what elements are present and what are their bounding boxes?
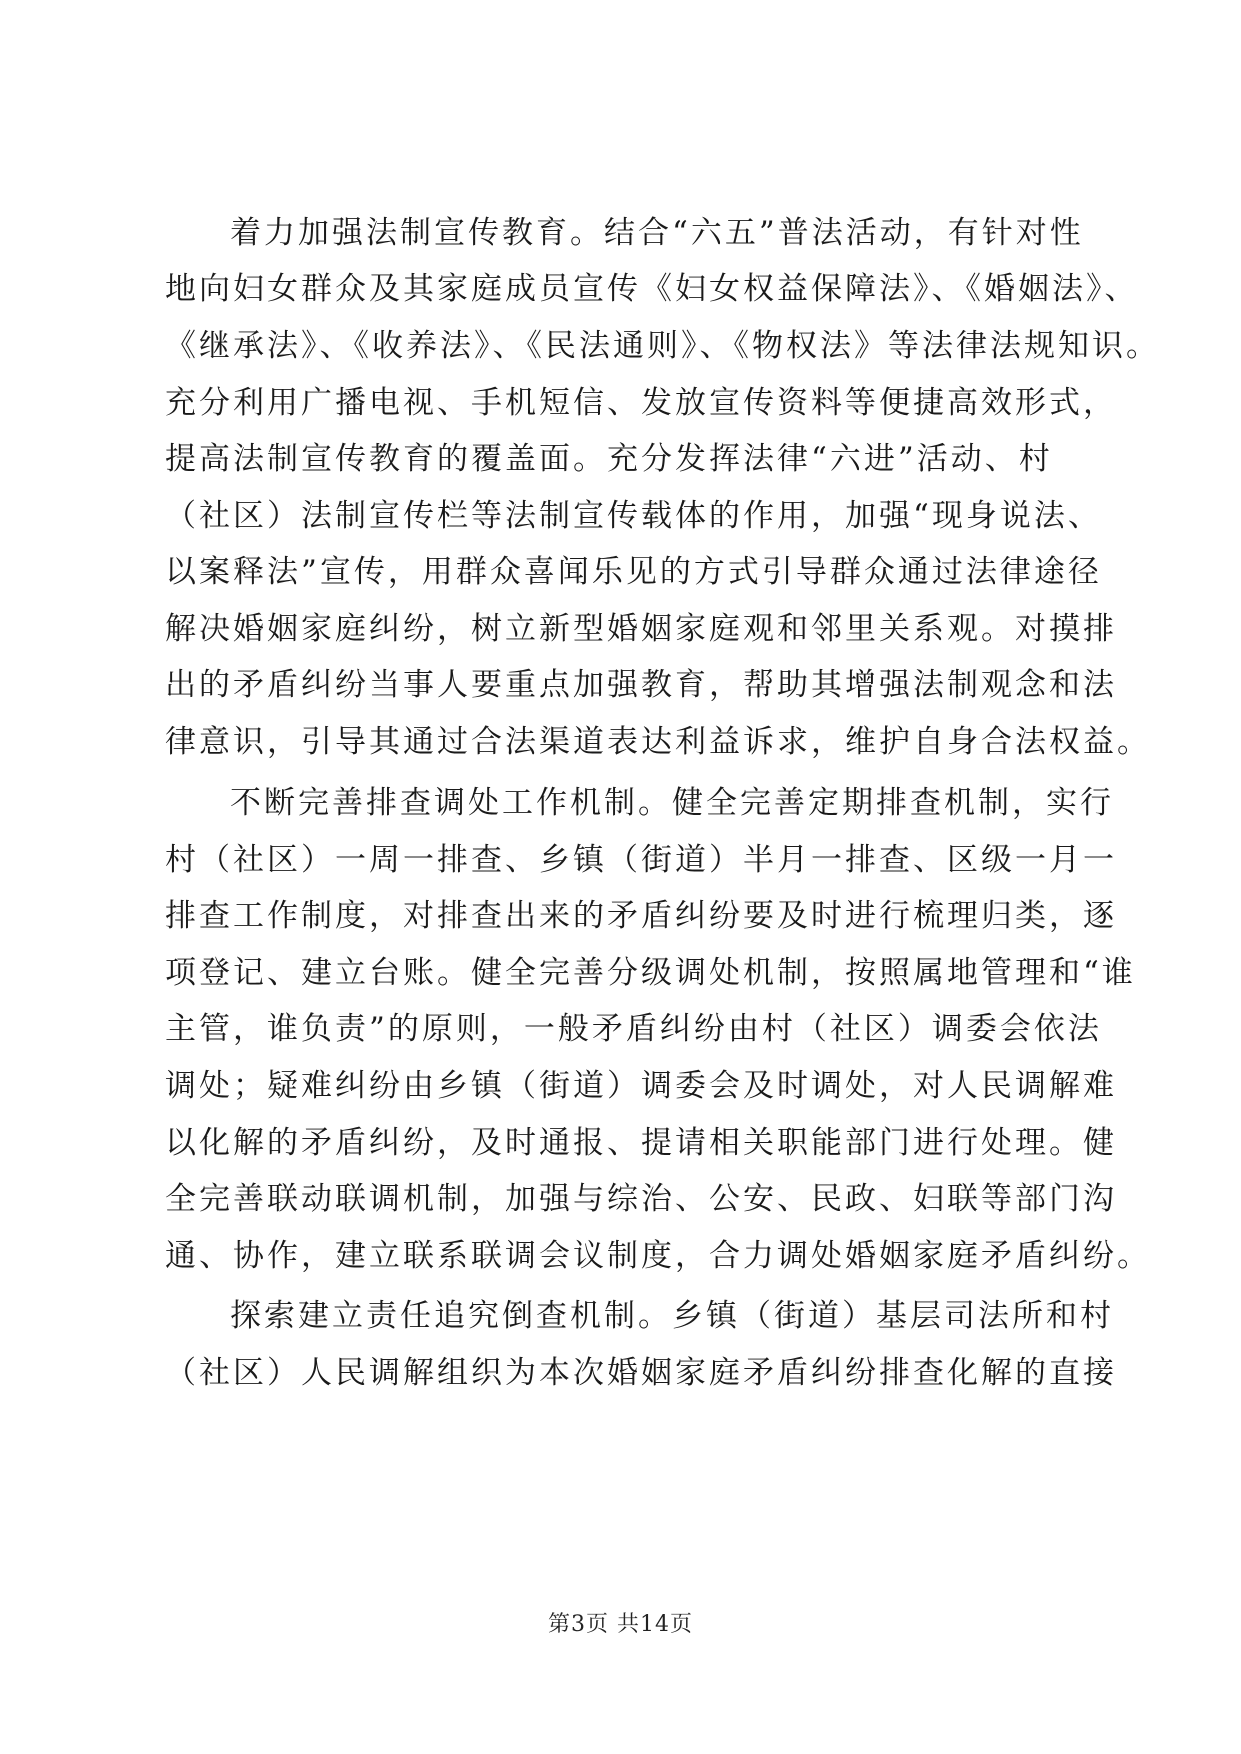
text-line: 以案释法”宣传，用群众喜闻乐见的方式引导群众通过法律途径	[165, 554, 1102, 590]
text-line: （社区）人民调解组织为本次婚姻家庭矛盾纠纷排查化解的直接	[165, 1355, 1117, 1391]
text-line: 律意识，引导其通过合法渠道表达利益诉求，维护自身合法权益。	[165, 724, 1151, 760]
text-line: 项登记、建立台账。健全完善分级调处机制，按照属地管理和“谁	[165, 955, 1136, 991]
text-line: 以化解的矛盾纠纷，及时通报、提请相关职能部门进行处理。健	[165, 1125, 1117, 1161]
text-line: 探索建立责任追究倒查机制。乡镇（街道）基层司法所和村	[230, 1298, 1114, 1334]
text-line: 着力加强法制宣传教育。结合“六五”普法活动，有针对性	[230, 215, 1084, 251]
text-line: 村（社区）一周一排查、乡镇（街道）半月一排查、区级一月一	[165, 842, 1117, 878]
text-line: 全完善联动联调机制，加强与综治、公安、民政、妇联等部门沟	[165, 1181, 1117, 1217]
page-footer: 第3页 共14页	[548, 1612, 693, 1637]
text-line: 调处；疑难纠纷由乡镇（街道）调委会及时调处，对人民调解难	[165, 1068, 1117, 1104]
text-line: （社区）法制宣传栏等法制宣传载体的作用，加强“现身说法、	[165, 498, 1102, 534]
text-line: 不断完善排查调处工作机制。健全完善定期排查机制，实行	[230, 785, 1114, 821]
text-line: 主管，谁负责”的原则，一般矛盾纠纷由村（社区）调委会依法	[165, 1011, 1102, 1047]
text-line: 出的矛盾纠纷当事人要重点加强教育，帮助其增强法制观念和法	[165, 667, 1117, 703]
text-line: 《继承法》、《收养法》、《民法通则》、《物权法》等法律法规知识。	[165, 328, 1160, 364]
text-line: 提高法制宣传教育的覆盖面。充分发挥法律“六进”活动、村	[165, 441, 1053, 477]
text-line: 通、协作，建立联系联调会议制度，合力调处婚姻家庭矛盾纠纷。	[165, 1238, 1151, 1274]
text-line: 地向妇女群众及其家庭成员宣传《妇女权益保障法》、《婚姻法》、	[165, 271, 1139, 307]
text-line: 排查工作制度，对排查出来的矛盾纠纷要及时进行梳理归类，逐	[165, 898, 1117, 934]
text-line: 解决婚姻家庭纠纷，树立新型婚姻家庭观和邻里关系观。对摸排	[165, 611, 1117, 647]
text-line: 充分利用广播电视、手机短信、发放宣传资料等便捷高效形式，	[165, 385, 1117, 421]
